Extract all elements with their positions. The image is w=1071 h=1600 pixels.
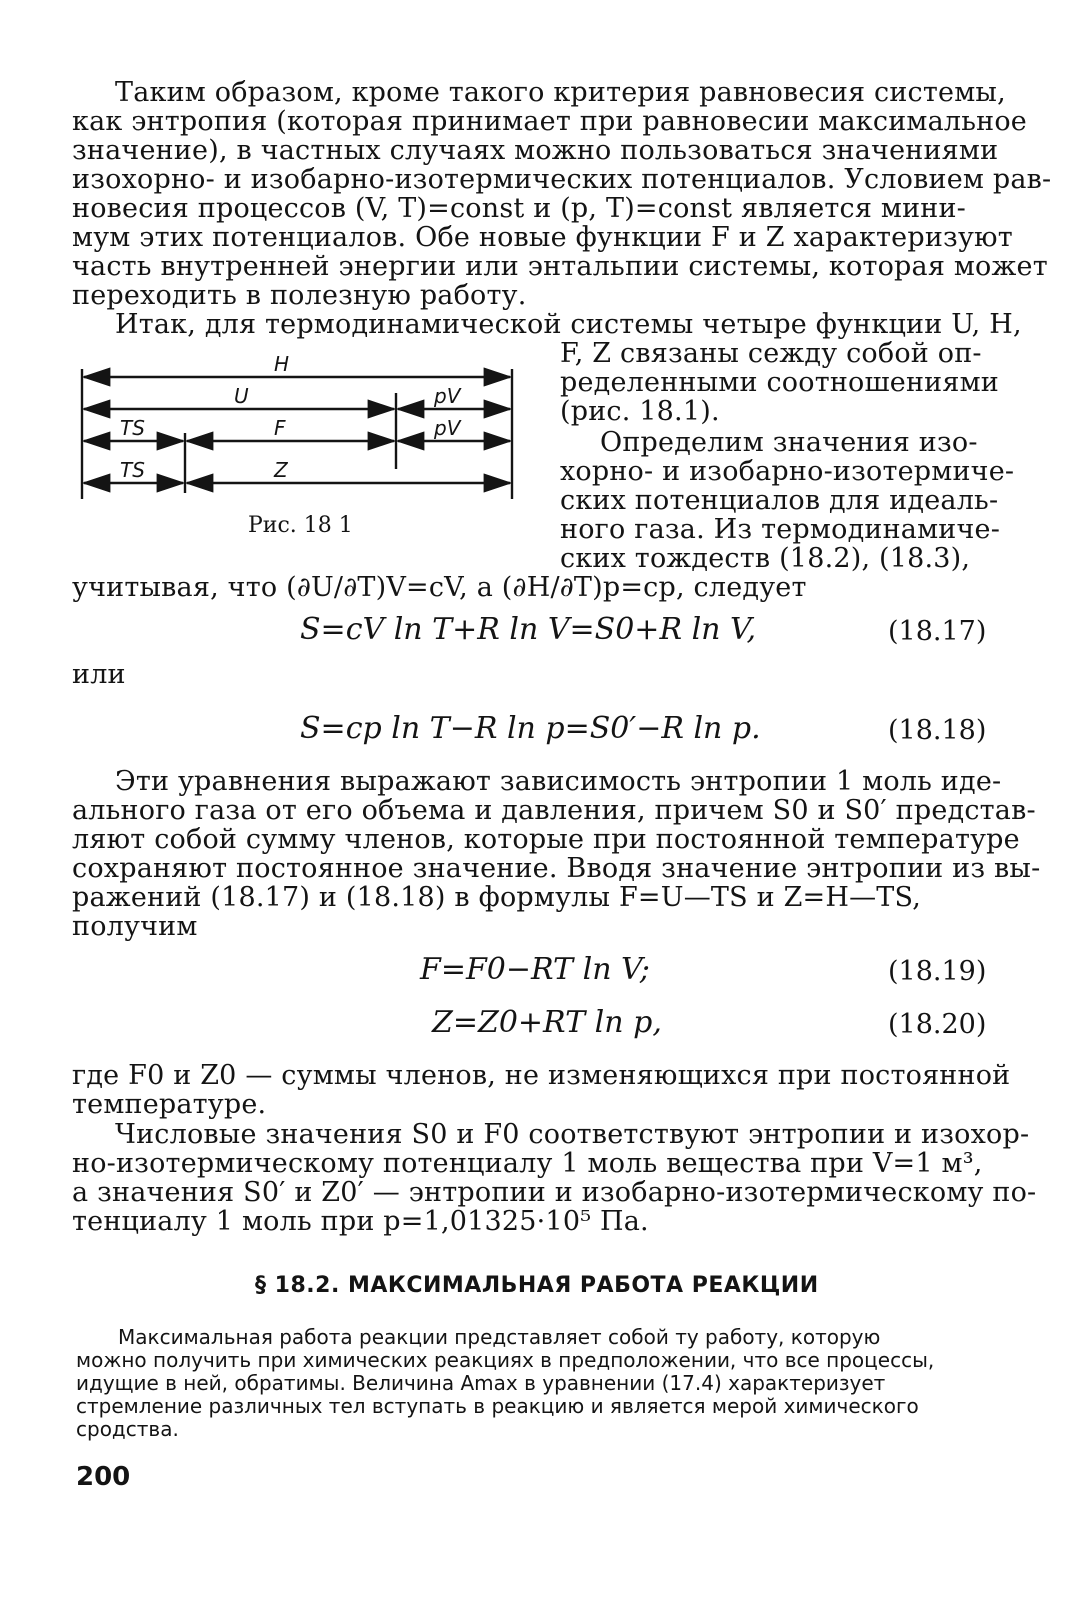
text-line: тенциалу 1 моль при p=1,01325·10⁵ Па. <box>72 1206 649 1237</box>
text-line: идущие в ней, обратимы. Величина Amax в уравнении (17.4) характеризует <box>76 1371 886 1395</box>
text-line: Максимальная работа реакции представляет собой ту работу, которую <box>118 1325 881 1349</box>
text-line: учитывая, что (∂U/∂T)V=cV, а (∂H/∂T)p=cp, следует <box>72 572 807 603</box>
text-line: значение), в частных случаях можно пользоваться значениями <box>72 135 999 166</box>
text-line: переходить в полезную работу. <box>72 280 527 311</box>
equation-number: (18.19) <box>888 956 987 987</box>
text-line: Определим значения изо- <box>600 427 978 458</box>
equation-number: (18.18) <box>888 715 987 746</box>
text-line: можно получить при химических реакциях в предположении, что все процессы, <box>76 1348 935 1372</box>
label-f: F <box>274 416 286 440</box>
text-line: F, Z связаны сежду собой оп- <box>560 338 982 369</box>
label-h: H <box>274 355 290 376</box>
text-line: новесия процессов (V, T)=const и (p, T)=const является мини- <box>72 193 966 224</box>
text-line: где F0 и Z0 — суммы членов, не изменяющихся при постоянной <box>72 1060 1011 1091</box>
text-line: хорно- и изобарно-изотермиче- <box>560 456 1015 487</box>
text-line: Числовые значения S0 и F0 соответствуют энтропии и изохор- <box>115 1119 1030 1150</box>
text-line: сродства. <box>76 1417 179 1441</box>
text-line: ного газа. Из термодинамиче- <box>560 514 1001 545</box>
equation-number: (18.20) <box>888 1009 987 1040</box>
equation-18-19: F=F0−RT ln V; <box>420 952 650 987</box>
text-line: часть внутренней энергии или энтальпии системы, которая может <box>72 251 1048 282</box>
text-line: ределенными соотношениями <box>560 367 999 398</box>
equation-18-18: S=cp ln T−R ln p=S0′−R ln p. <box>300 711 761 746</box>
text-line: изохорно- и изобарно-изотермических потенциалов. Условием рав- <box>72 164 1052 195</box>
text-line: температуре. <box>72 1089 267 1120</box>
equation-18-17: S=cV ln T+R ln V=S0+R ln V, <box>300 612 756 647</box>
label-pv1: pV <box>434 384 461 408</box>
text-line: Итак, для термодинамической системы четыре функции U, H, <box>115 309 1022 340</box>
text-line: Таким образом, кроме такого критерия равновесия системы, <box>115 77 1006 108</box>
text-line: как энтропия (которая принимает при равновесии максимальное <box>72 106 1027 137</box>
label-ts1: TS <box>120 416 145 440</box>
text-line: ских тождеств (18.2), (18.3), <box>560 543 971 574</box>
text-line: ражений (18.17) и (18.18) в формулы F=U—TS и Z=H—TS, <box>72 882 922 913</box>
text-line: мум этих потенциалов. Обе новые функции F и Z характеризуют <box>72 222 1013 253</box>
label-z: Z <box>274 458 288 482</box>
text-line: ских потенциалов для идеаль- <box>560 485 999 516</box>
figure-caption: Рис. 18 1 <box>248 513 353 538</box>
text-line: получим <box>72 911 198 942</box>
text-line: а значения S0′ и Z0′ — энтропии и изобарно-изотермическому по- <box>72 1177 1037 1208</box>
page-number: 200 <box>76 1462 131 1492</box>
label-pv2: pV <box>434 416 461 440</box>
text-line: ляют собой сумму членов, которые при постоянной температуре <box>72 824 1020 855</box>
equation-number: (18.17) <box>888 616 987 647</box>
label-ts2: TS <box>120 458 145 482</box>
text-line: ального газа от его объема и давления, причем S0 и S0′ представ- <box>72 795 1036 826</box>
text-line: или <box>72 659 126 690</box>
text-line: (рис. 18.1). <box>560 396 720 427</box>
text-line: но-изотермическому потенциалу 1 моль вещества при V=1 м³, <box>72 1148 983 1179</box>
text-line: стремление различных тел вступать в реакцию и является мерой химического <box>76 1394 919 1418</box>
text-line: сохраняют постоянное значение. Вводя значение энтропии из вы- <box>72 853 1041 884</box>
figure-18-1 <box>68 355 528 505</box>
text-line: Эти уравнения выражают зависимость энтропии 1 моль иде- <box>115 766 1002 797</box>
equation-18-20: Z=Z0+RT ln p, <box>432 1005 662 1040</box>
label-u: U <box>234 384 249 408</box>
section-heading: § 18.2. МАКСИМАЛЬНАЯ РАБОТА РЕАКЦИИ <box>255 1273 819 1298</box>
